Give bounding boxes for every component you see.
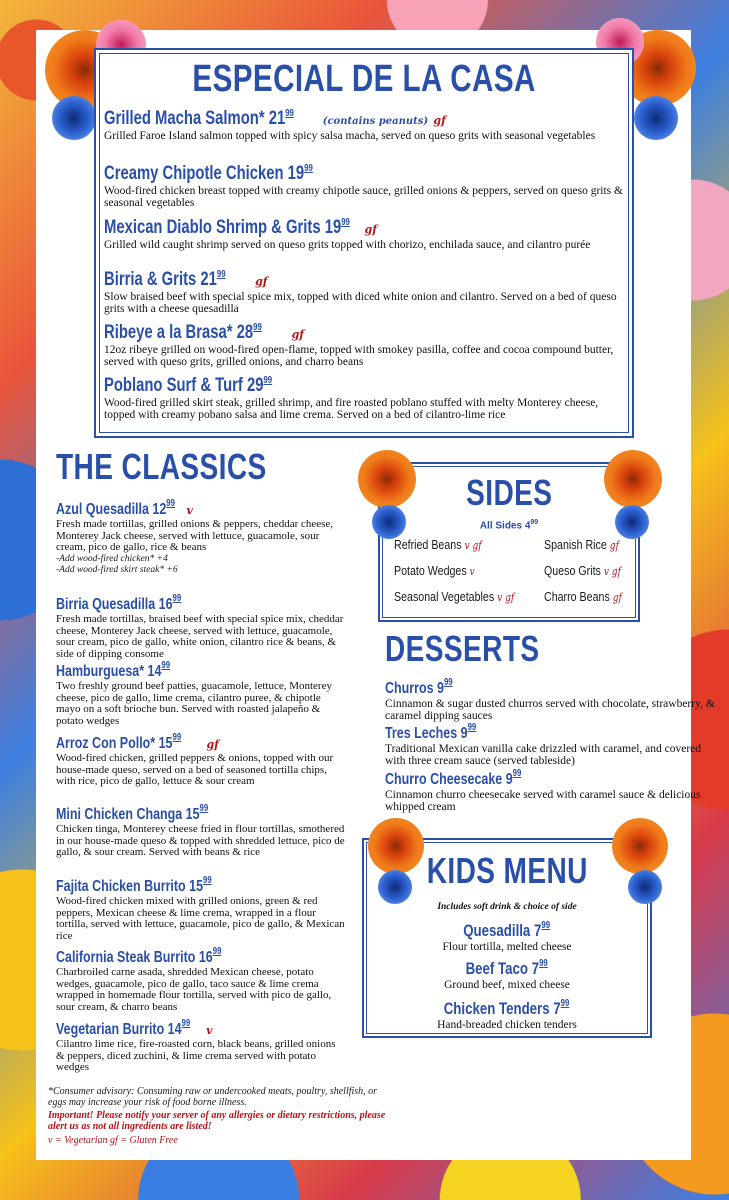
marigold-flower-icon [368, 818, 424, 874]
item-description: 12oz ribeye grilled on wood-fired open-flame, topped with smokey pasilla, coffee and cocoa compound butter, served with queso grits, grilled onions, and charro beans [104, 344, 614, 368]
item-name: Tres Leches [385, 725, 458, 742]
dessert-item: Churro Cheesecake $9^{99}$ Cinnamon churro cheesecake served with caramel sauce & delicious whipped cream [385, 768, 715, 813]
diet-tag: gf [255, 275, 268, 288]
side-item: Queso Grits v gf [544, 563, 621, 578]
addon-option: -Add wood-fired chicken* +4 [56, 553, 168, 564]
classics-item: Vegetarian Burrito $14^{99}v$ Cilantro lime rice, fire-roasted corn, black beans, grilled onions & peppers, diced zuchini, & lime crema served with potato wedges [56, 1018, 346, 1074]
blue-flower-icon [378, 870, 412, 904]
marigold-flower-icon [358, 450, 416, 508]
item-description: Fresh made tortillas, grilled onions & peppers, cheddar cheese, Monterey Jack cheese, served with lettuce, guacamole, sour cream, pico de gallo, rice & beans [56, 518, 334, 553]
item-description: Wood-fired chicken mixed with grilled onions, green & red peppers, Mexican cheese & lime crema, wrapped in a flour tortilla, served with lettuce, guacamole, pico de gallo, & Mexican rice [56, 895, 345, 942]
dessert-item: Churros $9^{99}$ Cinnamon & sugar dusted churros served with chocolate, strawberry, & caramel dipping sauces [385, 677, 715, 722]
item-description: Cinnamon churro cheesecake served with caramel sauce & delicious whipped cream [385, 789, 701, 813]
diet-tag: gf [291, 328, 305, 341]
item-note: (contains peanuts) [322, 116, 429, 127]
kids-item: Quesadilla $7^{99}$ Flour tortilla, melted cheese [442, 920, 572, 953]
side-item: Refried Beans v gf [394, 537, 482, 552]
item-description: Wood-fired chicken, grilled peppers & onions, topped with our house-made queso, served on a bed of seasoned tortilla chips, with rice, pico de gallo, lettuce & sour cream [56, 752, 334, 787]
classics-title: THE CLASSICS [56, 446, 267, 487]
addon-option: -Add wood-fired skirt steak* +6 [56, 564, 178, 575]
item-name: Mini Chicken Changa [56, 806, 183, 823]
item-name: Hamburguesa* [56, 663, 145, 680]
item-description: Cinnamon & sugar dusted churros served with chocolate, strawberry, & caramel dipping sauces [385, 698, 715, 722]
marigold-flower-icon [612, 818, 668, 874]
blue-flower-icon [628, 870, 662, 904]
kids-item: Beef Taco $7^{99}$ Ground beef, mixed cheese [444, 958, 570, 991]
classics-item: Azul Quesadilla $12^{99}v$ Fresh made tortillas, grilled onions & peppers, cheddar cheese, Monterey Jack cheese, served with lettuce, guacamole, sour cream, pico de gallo, rice & beans -Add wood-fired chicken* +4 -Add wood-fired skirt steak* +6 [56, 498, 346, 576]
consumer-advisory: *Consumer advisory: Consuming raw or undercooked meats, poultry, shellfish, or eggs may increase your risk of food borne illness. [48, 1086, 378, 1108]
blue-flower-icon [372, 505, 406, 539]
item-name: Grilled Macha Salmon* [104, 108, 265, 129]
kids-item: Chicken Tenders $7^{99}$ Hand-breaded chicken tenders [437, 998, 577, 1031]
footer-notes [48, 1086, 388, 1146]
side-item: Seasonal Vegetables v gf [394, 589, 515, 604]
side-item: Spanish Rice gf [544, 537, 619, 552]
item-description: Wood-fired grilled skirt steak, grilled shrimp, and fire roasted poblano stuffed with melty Monterey cheese, topped with creamy pobano salsa and lime crema. Served on a bed of cilantro-lime rice [104, 397, 599, 421]
especial-item: Mexican Diablo Shrimp & Grits $19^{99}$ gf Grilled wild caught shrimp served on queso grits topped with chorizo, enchilada sauce, and cilantro purée [104, 217, 624, 251]
blue-flower-icon [615, 505, 649, 539]
item-description: Two freshly ground beef patties, guacamole, lettuce, Monterey cheese, pico de gallo, lime crema, cilantro puree, & chipotle mayo on a soft brioche bun. Served with roasted jalapeño & potato wedges [56, 680, 332, 727]
especial-item: Birria & Grits $21^{99}$ gf Slow braised beef with special spice mix, topped with diced white onion and cilantro. Served on a bed of queso grits with a cheese quesadilla [104, 269, 624, 315]
item-name: Azul Quesadilla [56, 501, 149, 518]
diet-tag: gf [364, 223, 377, 236]
item-description: Grilled Faroe Island salmon topped with spicy salsa macha, served on queso grits with seasonal vegetables [104, 130, 596, 142]
item-description: Charbroiled carne asada, shredded Mexican cheese, potato wedges, guacamole, pico de gallo, taco sauce & lime crema wrapped in homemade flour tortilla, served with pico de gallo, sour cream, & charro beans [56, 966, 332, 1013]
item-description: Chicken tinga, Monterey cheese fried in flour tortillas, smothered in our house-made queso & topped with shredded lettuce, pico de gallo, & sour cream. Served with beans & rice [56, 823, 345, 858]
item-name: Churro Cheesecake [385, 771, 503, 788]
classics-item: Mini Chicken Changa $15^{99}$ Chicken tinga, Monterey cheese fried in flour tortillas, smothered in our house-made queso & topped with shredded lettuce, pico de gallo, & sour cream. Served with beans & rice [56, 803, 345, 858]
sides-section [378, 462, 640, 622]
kids-title: KIDS MENU [426, 850, 588, 891]
especial-title: ESPECIAL DE LA CASA [192, 58, 536, 100]
especial-item: Creamy Chipotle Chicken $19^{99}$ Wood-fired chicken breast topped with creamy chipotle sauce, grilled onions & peppers, served on queso grits & seasonal vegetables [104, 163, 623, 209]
item-name: Poblano Surf & Turf [104, 375, 243, 396]
sides-price: All Sides $4^{99}$ [479, 519, 539, 532]
item-name: Churros [385, 680, 434, 697]
side-item: Charro Beans gf [544, 589, 622, 604]
item-description: Slow braised beef with special spice mix, topped with diced white onion and cilantro. Served on a bed of queso grits with a cheese quesadilla [104, 291, 617, 315]
marigold-flower-icon [604, 450, 662, 508]
item-name: Birria Quesadilla [56, 596, 156, 613]
allergy-warning: Important! Please notify your server of any allergies or dietary restrictions, please alert us as not all ingredients are listed! [48, 1110, 386, 1132]
kids-subtitle: Includes soft drink & choice of side [437, 902, 577, 912]
classics-item: California Steak Burrito $16^{99}$ Charbroiled carne asada, shredded Mexican cheese, potato wedges, guacamole, pico de gallo, taco sauce & lime crema wrapped in homemade flour tortilla, served with pico de gallo, sour cream, & charro beans [56, 946, 346, 1013]
sides-title: SIDES [465, 472, 553, 513]
item-description: Cilantro lime rice, fire-roasted corn, black beans, grilled onions & peppers, diced zuchini, & lime crema served with potato wedges [56, 1038, 336, 1073]
item-name: Arroz Con Pollo* [56, 735, 156, 752]
item-name: Fajita Chicken Burrito [56, 878, 186, 895]
desserts-title: DESSERTS [385, 628, 540, 669]
diet-tag: gf [206, 738, 219, 751]
classics-item: Birria Quesadilla $16^{99}$ Fresh made tortillas, braised beef with special spice mix, cheddar cheese, Monterey Jack cheese, served with lettuce, guacamole, sour cream, pico de gallo, white onion, cilantro rice & beans, & side of dipping consome [56, 593, 346, 660]
item-description: Traditional Mexican vanilla cake drizzled with caramel, and covered with three cream sauce (served tableside) [385, 743, 702, 767]
item-description: Grilled wild caught shrimp served on queso grits topped with chorizo, enchilada sauce, and cilantro purée [104, 239, 591, 251]
classics-item: Fajita Chicken Burrito $15^{99}$ Wood-fired chicken mixed with grilled onions, green & red peppers, Mexican cheese & lime crema, wrapped in a flour tortilla, served with lettuce, guacamole, pico de gallo, & Mexican rice [56, 875, 345, 942]
diet-tag: v [206, 1024, 213, 1037]
dessert-item: Tres Leches $9^{99}$ Traditional Mexican vanilla cake drizzled with caramel, and covered with three cream sauce (served tableside) [385, 722, 715, 767]
diet-tag: gf [433, 114, 446, 127]
item-description: Fresh made tortillas, braised beef with special spice mix, cheddar cheese, Monterey Jack cheese, served with lettuce, guacamole, sour cream, pico de gallo, white onion, cilantro rice & beans, & side of dipping consome [56, 613, 344, 660]
especial-item: Grilled Macha Salmon* $21^{99}$ (contains peanuts) gf Grilled Faroe Island salmon topped with spicy salsa macha, served on queso grits with seasonal vegetables [104, 108, 624, 142]
especial-item: Poblano Surf & Turf $29^{99}$ Wood-fired grilled skirt steak, grilled shrimp, and fire roasted poblano stuffed with melty Monterey cheese, topped with creamy pobano salsa and lime crema. Served on a bed of cilantro-lime rice [104, 375, 624, 421]
item-name: Ribeye a la Brasa* [104, 322, 233, 343]
item-name: Mexican Diablo Shrimp & Grits [104, 217, 321, 238]
especial-item: Ribeye a la Brasa* $28^{99}$ gf 12oz ribeye grilled on wood-fired open-flame, topped with smokey pasilla, coffee and cocoa compound butter, served with queso grits, grilled onions, and charro beans [104, 322, 624, 368]
classics-item: Hamburguesa* $14^{99}$ Two freshly ground beef patties, guacamole, lettuce, Monterey cheese, pico de gallo, lime crema, cilantro puree, & chipotle mayo on a soft brioche bun. Served with roasted jalapeño & potato wedges [56, 660, 346, 727]
item-description: Wood-fired chicken breast topped with creamy chipotle sauce, grilled onions & peppers, served on queso grits & seasonal vegetables [104, 185, 623, 209]
item-name: Creamy Chipotle Chicken [104, 163, 284, 184]
side-item: Potato Wedges v [394, 563, 475, 578]
item-name: California Steak Burrito [56, 949, 196, 966]
blue-flower-icon [52, 96, 96, 140]
diet-legend: v = Vegetarian gf = Gluten Free [48, 1135, 178, 1146]
classics-item: Arroz Con Pollo* $15^{99}gf$ Wood-fired chicken, grilled peppers & onions, topped with our house-made queso, served on a bed of seasoned tortilla chips, with rice, pico de gallo, lettuce & sour cream [56, 732, 346, 788]
item-name: Vegetarian Burrito [56, 1021, 165, 1038]
item-name: Birria & Grits [104, 269, 197, 290]
diet-tag: v [186, 504, 193, 517]
blue-flower-icon [634, 96, 678, 140]
